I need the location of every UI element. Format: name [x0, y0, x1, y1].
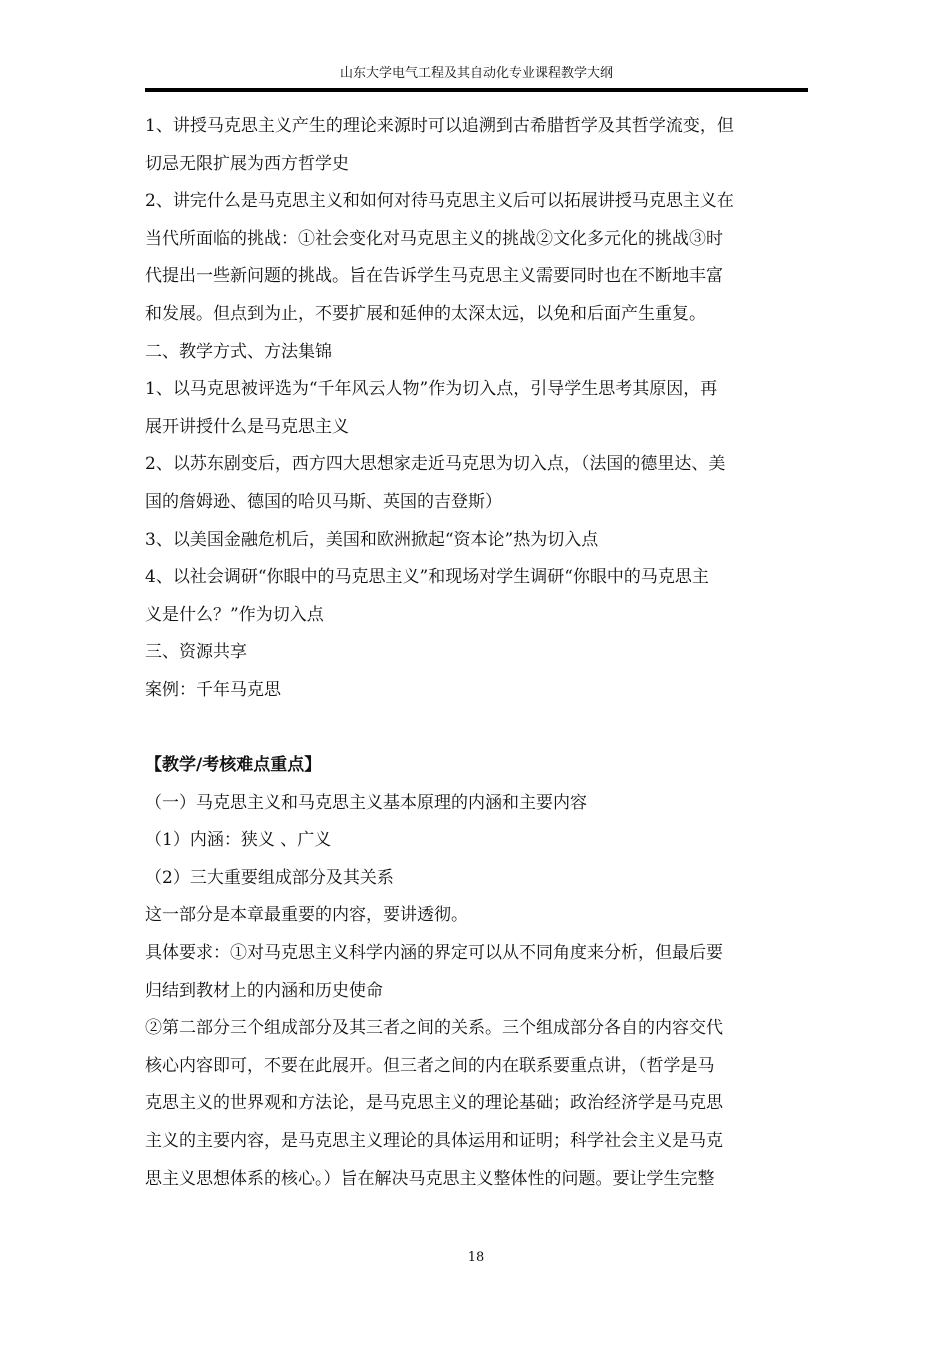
text-line: 国的詹姆逊、德国的哈贝马斯、英国的吉登斯） — [145, 491, 502, 512]
text-line: 案例：千年马克思 — [145, 679, 281, 700]
text-line: 思主义思想体系的核心。）旨在解决马克思主义整体性的问题。要让学生完整 — [145, 1168, 715, 1189]
text-line: ②第二部分三个组成部分及其三者之间的关系。三个组成部分各自的内容交代 — [145, 1018, 723, 1039]
text-line: 当代所面临的挑战：①社会变化对马克思主义的挑战②文化多元化的挑战③时 — [145, 228, 723, 249]
page-number: 18 — [467, 1250, 485, 1265]
document-body — [145, 108, 808, 1198]
text-line: 代提出一些新问题的挑战。旨在告诉学生马克思主义需要同时也在不断地丰富 — [145, 266, 723, 287]
text-line: 和发展。但点到为止，不要扩展和延伸的太深太远，以免和后面产生重复。 — [145, 303, 706, 324]
section-heading-key-points: 【教学/考核难点重点】 — [145, 755, 322, 776]
section-title-teaching-methods: 二、教学方式、方法集锦 — [145, 341, 332, 362]
text-line: 展开讲授什么是马克思主义 — [145, 416, 349, 437]
page-header-title: 山东大学电气工程及其自动化专业课程教学大纲 — [339, 66, 613, 81]
text-line: 主义的主要内容，是马克思主义理论的具体运用和证明；科学社会主义是马克 — [145, 1131, 723, 1152]
header-divider — [145, 88, 808, 92]
text-line: 克思主义的世界观和方法论，是马克思主义的理论基础；政治经济学是马克思 — [145, 1093, 723, 1114]
text-line: 这一部分是本章最重要的内容，要讲透彻。 — [145, 905, 468, 926]
text-line: （1）内涵：狭义 、广义 — [145, 830, 332, 851]
text-line: 3、以美国金融危机后，美国和欧洲掀起“资本论”热为切入点 — [145, 529, 599, 550]
text-line: 核心内容即可，不要在此展开。但三者之间的内在联系要重点讲，（哲学是马 — [145, 1055, 715, 1076]
text-line: 1、以马克思被评选为“千年风云人物”作为切入点，引导学生思考其原因，再 — [145, 379, 718, 400]
text-line: （一）马克思主义和马克思主义基本原理的内涵和主要内容 — [145, 792, 587, 813]
text-line: 具体要求：①对马克思主义科学内涵的界定可以从不同角度来分析，但最后要 — [145, 943, 723, 964]
text-line: 切忌无限扩展为西方哲学史 — [145, 153, 349, 174]
text-line: 4、以社会调研“你眼中的马克思主义”和现场对学生调研“你眼中的马克思主 — [145, 567, 709, 588]
text-line: 归结到教材上的内涵和历史使命 — [145, 980, 383, 1001]
section-title-resource-sharing: 三、资源共享 — [145, 642, 247, 663]
text-line: 2、讲完什么是马克思主义和如何对待马克思主义后可以拓展讲授马克思主义在 — [145, 191, 734, 212]
text-line: 1、讲授马克思主义产生的理论来源时可以追溯到古希腊哲学及其哲学流变，但 — [145, 116, 734, 136]
text-line: （2）三大重要组成部分及其关系 — [145, 867, 394, 888]
text-line: 义是什么？”作为切入点 — [145, 604, 324, 625]
blank-line — [145, 710, 808, 748]
text-line: 2、以苏东剧变后，西方四大思想家走近马克思为切入点，（法国的德里达、美 — [145, 454, 726, 475]
